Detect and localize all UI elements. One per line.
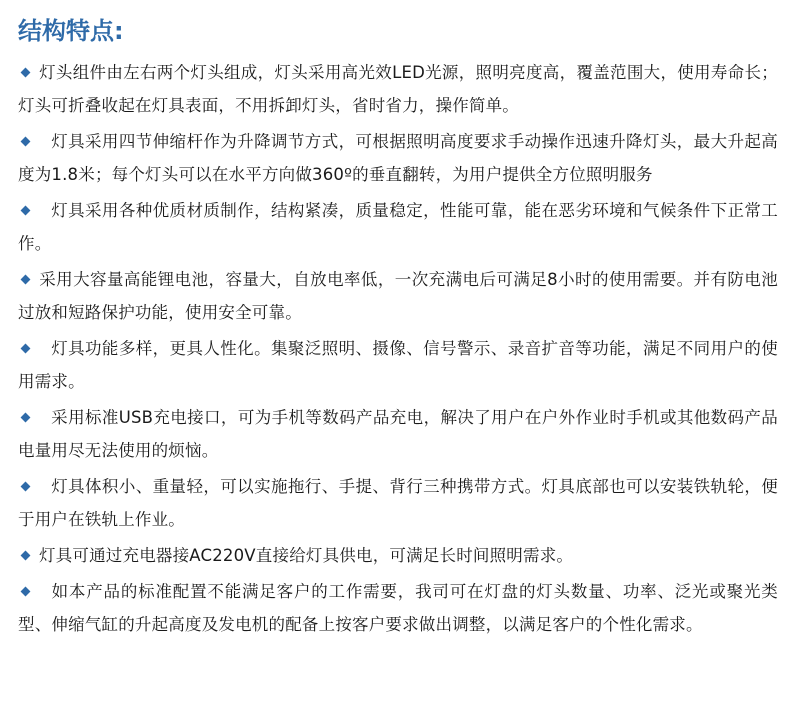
feature-item-6 xyxy=(18,401,778,467)
diamond-bullet-icon xyxy=(21,481,31,491)
diamond-bullet-icon xyxy=(21,412,31,422)
feature-text: 采用大容量高能锂电池，容量大，自放电率低，一次充满电后可满足8小时的使用需要。并有防电池过放和短路保护功能，使用安全可靠。 xyxy=(18,270,778,322)
feature-item-7 xyxy=(18,470,778,536)
feature-text: 灯具采用各种优质材质制作，结构紧凑，质量稳定，性能可靠，能在恶劣环境和气候条件下正常工作。 xyxy=(18,201,778,253)
feature-item-5 xyxy=(18,332,778,398)
diamond-bullet-icon xyxy=(21,205,31,215)
feature-text: 灯具可通过充电器接AC220V直接给灯具供电，可满足长时间照明需求。 xyxy=(39,546,574,565)
feature-item-3 xyxy=(18,194,778,260)
diamond-bullet-icon xyxy=(21,550,31,560)
diamond-bullet-icon xyxy=(21,67,31,77)
feature-item-9 xyxy=(18,575,778,641)
diamond-bullet-icon xyxy=(21,136,31,146)
feature-text: 灯具功能多样，更具人性化。集聚泛照明、摄像、信号警示、录音扩音等功能，满足不同用户的使用需求。 xyxy=(18,339,778,391)
diamond-bullet-icon xyxy=(21,343,31,353)
feature-text: 灯头组件由左右两个灯头组成，灯头采用高光效LED光源，照明亮度高，覆盖范围大，使用寿命长；灯头可折叠收起在灯具表面，不用拆卸灯头，省时省力，操作简单。 xyxy=(18,63,778,115)
feature-text: 采用标准USB充电接口，可为手机等数码产品充电，解决了用户在户外作业时手机或其他数码产品电量用尽无法使用的烦恼。 xyxy=(18,408,778,460)
diamond-bullet-icon xyxy=(21,274,31,284)
feature-text: 如本产品的标准配置不能满足客户的工作需要，我司可在灯盘的灯头数量、功率、泛光或聚光类型、伸缩气缸的升起高度及发电机的配备上按客户要求做出调整，以满足客户的个性化需求。 xyxy=(18,582,778,634)
feature-item-1 xyxy=(18,56,778,122)
section-title: 结构特点: xyxy=(18,17,124,45)
feature-text: 灯具体积小、重量轻，可以实施拖行、手提、背行三种携带方式。灯具底部也可以安装铁轨轮，便于用户在铁轨上作业。 xyxy=(18,477,778,529)
feature-text: 灯具采用四节伸缩杆作为升降调节方式，可根据照明高度要求手动操作迅速升降灯头，最大升起高度为1.8米；每个灯头可以在水平方向做360º的垂直翻转，为用户提供全方位照明服务 xyxy=(18,132,778,184)
feature-item-8 xyxy=(18,539,778,572)
diamond-bullet-icon xyxy=(21,586,31,596)
feature-item-4 xyxy=(18,263,778,329)
feature-item-2 xyxy=(18,125,778,191)
